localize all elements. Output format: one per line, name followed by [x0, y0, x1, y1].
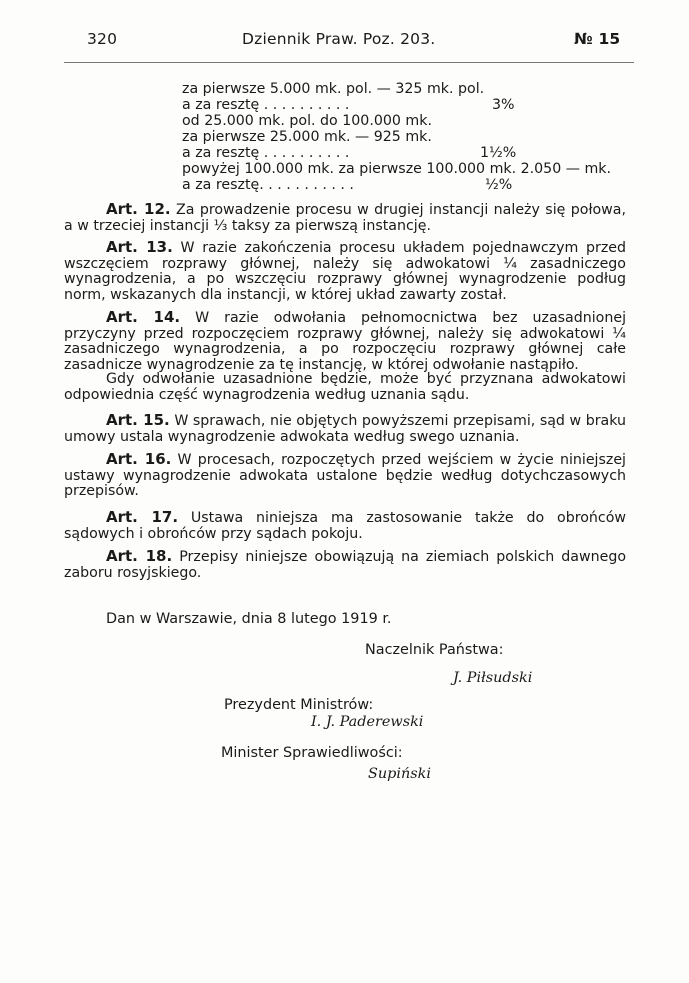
page-number: 320 — [87, 30, 118, 48]
fee-line: a za resztę . . . . . . . . . . 3% — [182, 97, 515, 113]
fee-line: a za resztę. . . . . . . . . . . ½% — [182, 177, 513, 193]
fee-line: powyżej 100.000 mk. za pierwsze 100.000 mk. 2.050 — mk. — [182, 161, 611, 177]
signatory-title: Prezydent Ministrów: — [224, 697, 374, 713]
fee-rate: ½% — [485, 177, 513, 193]
date-line: Dan w Warszawie, dnia 8 lutego 1919 r. — [106, 611, 392, 627]
article-16: Art. 16. W procesach, rozpoczętych przed wejściem w życie niniejszej ustawy wynagrodzenie adwokata ustalone będzie według dotychczasowych przepisów. — [64, 450, 626, 500]
issue-number: № 15 — [574, 30, 621, 48]
fee-line: za pierwsze 5.000 mk. pol. — 325 mk. pol. — [182, 81, 485, 97]
signatory-title: Naczelnik Państwa: — [365, 642, 504, 658]
signatory-name: J. Piłsudski — [453, 670, 533, 686]
article-13: Art. 13. W razie zakończenia procesu układem pojednawczym przed wszczęciem rozprawy głównej, należy się adwokatowi ¼ zasadniczego wynagrodzenia, a po wszczęciu rozprawy głównej wynagrodzenie podług norm, wskazanych dla instancji, w której układ zawarty został. — [64, 238, 627, 303]
article-15: Art. 15. W sprawach, nie objętych powyższemi przepisami, sąd w braku umowy ustala wynagrodzenie adwokata według swego uznania. — [64, 411, 626, 445]
fee-rate: 3% — [492, 97, 515, 113]
fee-line: a za resztę . . . . . . . . . . 1½% — [182, 145, 517, 161]
signatory-title: Minister Sprawiedliwości: — [221, 745, 403, 761]
header-rule — [64, 62, 634, 63]
signatory-name: I. J. Paderewski — [311, 714, 424, 730]
fee-line: za pierwsze 25.000 mk. — 925 mk. — [182, 129, 432, 145]
article-17: Art. 17. Ustawa niniejsza ma zastosowanie także do obrońców sądowych i obrońców przy sądach pokoju. — [64, 508, 627, 542]
journal-reference: Dziennik Praw. Poz. 203. — [242, 30, 436, 48]
fee-line: od 25.000 mk. pol. do 100.000 mk. — [182, 113, 432, 129]
signatory-name: Supiński — [368, 766, 431, 782]
article-18: Art. 18. Przepisy niniejsze obowiązują na ziemiach polskich dawnego zaboru rosyjskiego. — [64, 547, 627, 581]
article-12: Art. 12. Za prowadzenie procesu w drugiej instancji należy się połowa, a w trzeciej instancji ⅓ taksy za pierwszą instancję. — [64, 200, 626, 234]
fee-rate: 1½% — [480, 145, 517, 161]
article-14-continuation: Gdy odwołanie uzasadnione będzie, może być przyznana adwokatowi odpowiednia część wynagrodzenia według uznania sądu. — [64, 371, 626, 403]
article-14: Art. 14. W razie odwołania pełnomocnictwa bez uzasadnionej przyczyny przed rozpoczęciem rozprawy głównej, należy się adwokatowi ¼ zasadniczego wynagrodzenia, a po rozpoczęciu rozprawy głównej całe zasadnicze wynagrodzenie za tę instancję, w której odwołanie nastąpiło. — [64, 308, 627, 373]
